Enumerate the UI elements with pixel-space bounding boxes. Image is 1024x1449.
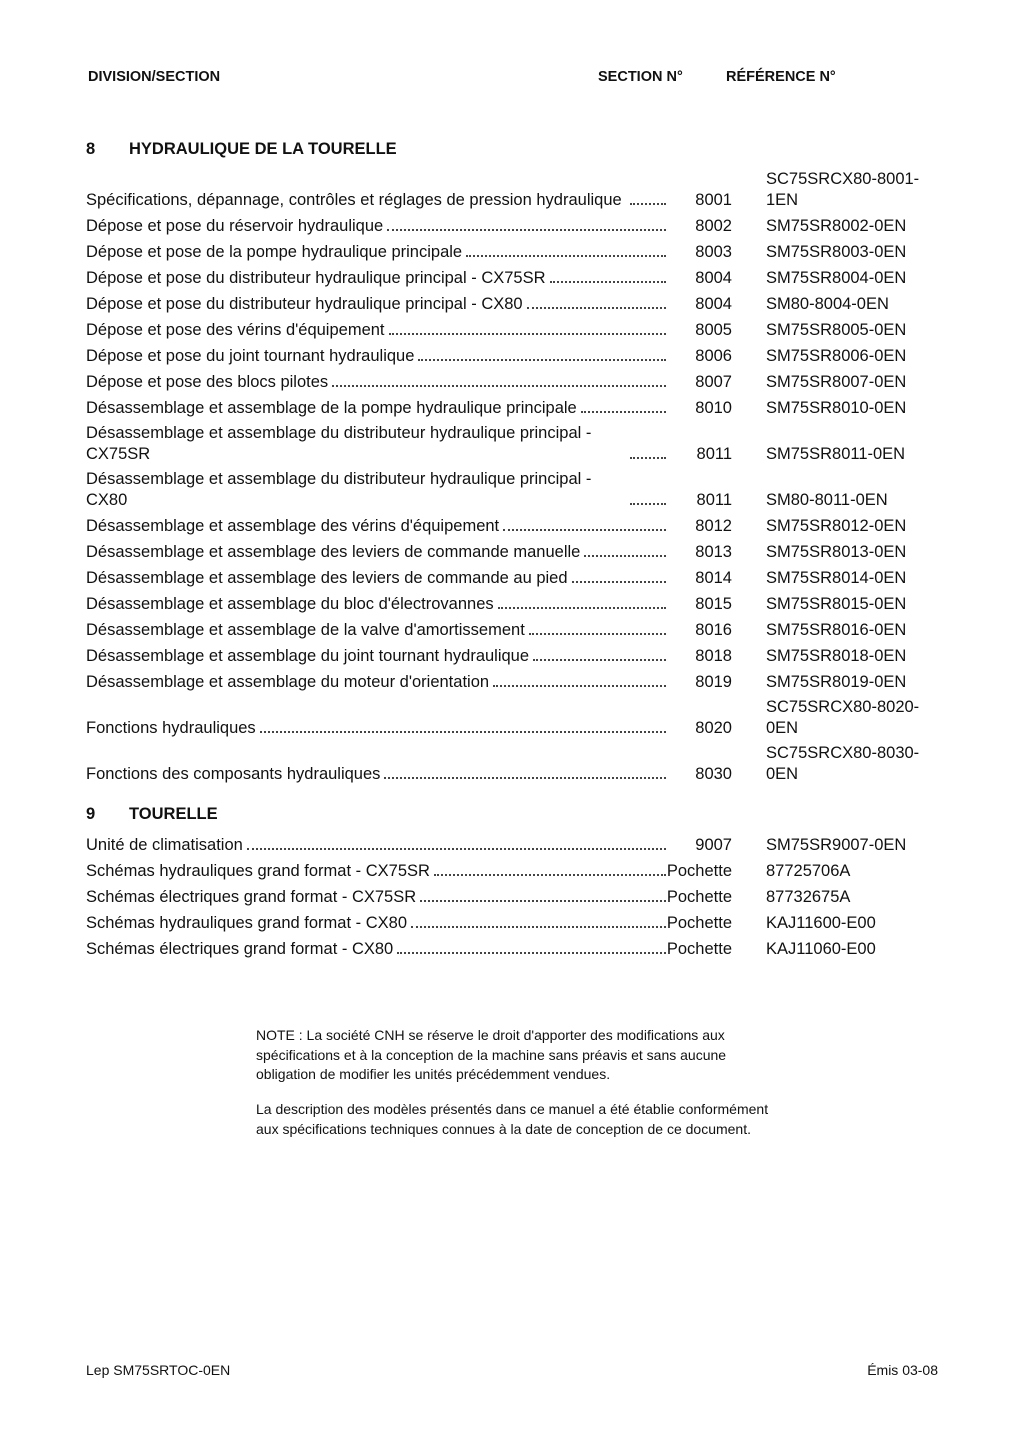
toc-section-number: 8012: [695, 516, 732, 535]
toc-reference-number: SM75SR8019-0EN: [766, 672, 907, 691]
toc-section-number: 8018: [695, 646, 732, 665]
toc-section-number: 8014: [695, 568, 732, 587]
dot-leader: [550, 281, 666, 283]
toc-row: [86, 164, 946, 210]
toc-entry: [86, 320, 666, 341]
toc-reference-number: SM75SR8014-0EN: [766, 568, 907, 587]
dot-leader: [420, 900, 666, 902]
section-title: HYDRAULIQUE DE LA TOURELLE: [129, 139, 397, 158]
toc-entry: [86, 672, 666, 693]
footer-issue-date: Émis 03-08: [867, 1362, 938, 1378]
dot-leader: [630, 503, 666, 505]
toc-entry: [86, 294, 666, 315]
toc-description: Désassemblage et assemblage de la pompe hydraulique principale: [86, 398, 577, 417]
toc-reference-number: SM75SR8006-0EN: [766, 346, 907, 365]
header-reference-no: RÉFÉRENCE N°: [726, 69, 836, 85]
toc-entry: [86, 190, 666, 211]
toc-description: Désassemblage et assemblage des vérins d'équipement: [86, 516, 500, 535]
toc-description: Dépose et pose du joint tournant hydraulique: [86, 346, 415, 365]
header-section-no: SECTION N°: [598, 69, 683, 85]
section-8: [86, 138, 946, 784]
toc-description: Dépose et pose de la pompe hydraulique principale: [86, 242, 463, 261]
toc-row: [86, 666, 946, 692]
dot-leader: [260, 731, 666, 733]
toc-entry: [86, 764, 666, 785]
toc-entry: [86, 216, 666, 237]
dot-leader: [389, 333, 666, 335]
toc-description: Désassemblage et assemblage des leviers de commande manuelle: [86, 542, 581, 561]
toc-reference-number: SM75SR8003-0EN: [766, 242, 907, 261]
toc-row: [86, 464, 946, 510]
dot-leader: [247, 848, 666, 850]
toc-description: Désassemblage et assemblage du joint tournant hydraulique: [86, 646, 530, 665]
toc-entry: [86, 887, 666, 908]
toc-section-number: 8011: [696, 490, 732, 509]
toc-description: Dépose et pose du distributeur hydraulique principal - CX80: [86, 294, 523, 313]
toc-reference-number: SC75SRCX80-8001-1EN: [766, 170, 920, 209]
toc-entry: [86, 516, 666, 537]
toc-section-number: 8030: [695, 764, 732, 783]
toc-description: Désassemblage et assemblage du distributeur hydraulique principal - CX75SR: [86, 424, 592, 463]
dot-leader: [498, 607, 666, 609]
footer-document-id: Lep SM75SRTOC-0EN: [86, 1362, 231, 1378]
dot-leader: [332, 385, 666, 387]
toc-row: [86, 236, 946, 262]
toc-row: [86, 907, 946, 933]
note-paragraph-2: La description des modèles présentés dans ce manuel a été établie conformément aux spécifications techniques connues à la date de conception de ce document.: [256, 1101, 769, 1137]
toc-section-number: 8015: [695, 594, 732, 613]
toc-section-number: 8020: [695, 718, 732, 737]
toc-description: Dépose et pose des blocs pilotes: [86, 372, 329, 391]
toc-reference-number: SM75SR8004-0EN: [766, 268, 907, 287]
toc-description: Dépose et pose du réservoir hydraulique: [86, 216, 384, 235]
section-9: [86, 803, 946, 959]
dot-leader: [581, 411, 666, 413]
dot-leader: [533, 659, 666, 661]
toc-row: [86, 738, 946, 784]
toc-entry: [86, 835, 666, 856]
toc-reference-number: SM75SR8012-0EN: [766, 516, 907, 535]
toc-entry: [86, 423, 666, 464]
toc-reference-number: SM75SR8007-0EN: [766, 372, 907, 391]
dot-leader: [384, 777, 666, 779]
toc-entry: [86, 620, 666, 641]
toc-row: [86, 933, 946, 959]
toc-row: [86, 536, 946, 562]
toc-section-number: 8016: [695, 620, 732, 639]
toc-entry: [86, 242, 666, 263]
toc-description: Schémas hydrauliques grand format - CX80: [86, 913, 407, 932]
toc-reference-number: SM75SR8013-0EN: [766, 542, 907, 561]
toc-reference-number: SM75SR9007-0EN: [766, 835, 907, 854]
toc-description: Schémas électriques grand format - CX80: [86, 939, 394, 958]
toc-section-number: Pochette: [666, 861, 732, 880]
dot-leader: [529, 633, 666, 635]
toc-description: Schémas électriques grand format - CX75SR: [86, 887, 417, 906]
dot-leader: [493, 685, 666, 687]
toc-entry: [86, 398, 666, 419]
toc-description: Dépose et pose du distributeur hydraulique principal - CX75SR: [86, 268, 546, 287]
dot-leader: [503, 529, 666, 531]
dot-leader: [397, 952, 666, 954]
section-8-rows: [86, 164, 946, 784]
toc-description: Dépose et pose des vérins d'équipement: [86, 320, 385, 339]
toc-entry: [86, 372, 666, 393]
toc-description: Désassemblage et assemblage du bloc d'électrovannes: [86, 594, 494, 613]
dot-leader: [418, 359, 666, 361]
toc-section-number: 8003: [695, 242, 732, 261]
toc-reference-number: SM80-8011-0EN: [766, 490, 888, 509]
toc-row: [86, 588, 946, 614]
toc-entry: [86, 346, 666, 367]
toc-row: [86, 562, 946, 588]
toc-section-number: 8004: [695, 268, 732, 287]
toc-description: Spécifications, dépannage, contrôles et réglages de pression hydraulique: [86, 190, 622, 209]
toc-entry: [86, 542, 666, 563]
toc-entry: [86, 861, 666, 882]
toc-row: [86, 614, 946, 640]
section-8-heading: [86, 138, 946, 160]
section-number: 9: [86, 804, 96, 823]
toc-reference-number: KAJ11600-E00: [766, 913, 876, 932]
toc-reference-number: SM75SR8016-0EN: [766, 620, 907, 639]
dot-leader: [630, 457, 666, 459]
dot-leader: [572, 581, 666, 583]
dot-leader: [411, 926, 666, 928]
toc-section-number: 8010: [695, 398, 732, 417]
toc-section-number: 8001: [695, 190, 732, 209]
toc-row: [86, 640, 946, 666]
toc-section-number: 8004: [695, 294, 732, 313]
toc-entry: [86, 594, 666, 615]
toc-description: Désassemblage et assemblage du moteur d'orientation: [86, 672, 490, 691]
toc-row: [86, 418, 946, 464]
toc-section-number: 8013: [695, 542, 732, 561]
toc-reference-number: SM75SR8002-0EN: [766, 216, 907, 235]
toc-description: Fonctions des composants hydrauliques: [86, 764, 381, 783]
toc-row: [86, 881, 946, 907]
toc-row: [86, 692, 946, 738]
toc-reference-number: SC75SRCX80-8020-0EN: [766, 698, 920, 737]
toc-reference-number: SC75SRCX80-8030-0EN: [766, 744, 920, 783]
toc-reference-number: SM80-8004-0EN: [766, 294, 889, 313]
note-paragraph-1: NOTE : La société CNH se réserve le droit d'apporter des modifications aux spécifications et à la conception de la machine sans préavis et sans aucune obligation de modifier les unités précédemment vendues.: [256, 1027, 727, 1082]
dot-leader: [387, 229, 666, 231]
toc-row: [86, 340, 946, 366]
toc-section-number: 8005: [695, 320, 732, 339]
toc-reference-number: SM75SR8018-0EN: [766, 646, 907, 665]
toc-section-number: Pochette: [666, 887, 732, 906]
toc-row: [86, 392, 946, 418]
toc-description: Unité de climatisation: [86, 835, 243, 854]
toc-entry: [86, 939, 666, 960]
toc-row: [86, 288, 946, 314]
toc-description: Schémas hydrauliques grand format - CX75SR: [86, 861, 430, 880]
toc-description: Désassemblage et assemblage des leviers de commande au pied: [86, 568, 568, 587]
dot-leader: [527, 307, 666, 309]
toc-row: [86, 855, 946, 881]
toc-section-number: Pochette: [666, 939, 732, 958]
dot-leader: [466, 255, 666, 257]
toc-reference-number: SM75SR8015-0EN: [766, 594, 907, 613]
toc-description: Désassemblage et assemblage du distributeur hydraulique principal - CX80: [86, 470, 592, 509]
toc-entry: [86, 913, 666, 934]
dot-leader: [584, 555, 666, 557]
toc-row: [86, 210, 946, 236]
dot-leader: [630, 203, 666, 205]
section-9-heading: [86, 803, 946, 825]
toc-reference-number: SM75SR8011-0EN: [766, 444, 906, 463]
toc-row: [86, 510, 946, 536]
section-number: 8: [86, 139, 96, 158]
toc-reference-number: 87732675A: [766, 887, 851, 906]
toc-row: [86, 262, 946, 288]
toc-section-number: 8011: [696, 444, 732, 463]
toc-section-number: 8019: [695, 672, 732, 691]
toc-row: [86, 829, 946, 855]
toc-entry: [86, 718, 666, 739]
toc-section-number: Pochette: [666, 913, 732, 932]
toc-description: Désassemblage et assemblage de la valve d'amortissement: [86, 620, 525, 639]
toc-row: [86, 366, 946, 392]
toc-reference-number: SM75SR8010-0EN: [766, 398, 907, 417]
toc-section-number: 8006: [695, 346, 732, 365]
toc-reference-number: SM75SR8005-0EN: [766, 320, 907, 339]
section-title: TOURELLE: [129, 804, 218, 823]
toc-reference-number: KAJ11060-E00: [766, 939, 876, 958]
toc-section-number: 8007: [695, 372, 732, 391]
toc-description: Fonctions hydrauliques: [86, 718, 256, 737]
toc-section-number: 8002: [695, 216, 732, 235]
header-division: DIVISION/SECTION: [88, 69, 221, 85]
toc-row: [86, 314, 946, 340]
toc-entry: [86, 646, 666, 667]
toc-reference-number: 87725706A: [766, 861, 851, 880]
dot-leader: [434, 874, 666, 876]
toc-entry: [86, 469, 666, 510]
toc-entry: [86, 568, 666, 589]
section-9-rows: [86, 829, 946, 959]
toc-section-number: 9007: [695, 835, 732, 854]
toc-entry: [86, 268, 666, 289]
